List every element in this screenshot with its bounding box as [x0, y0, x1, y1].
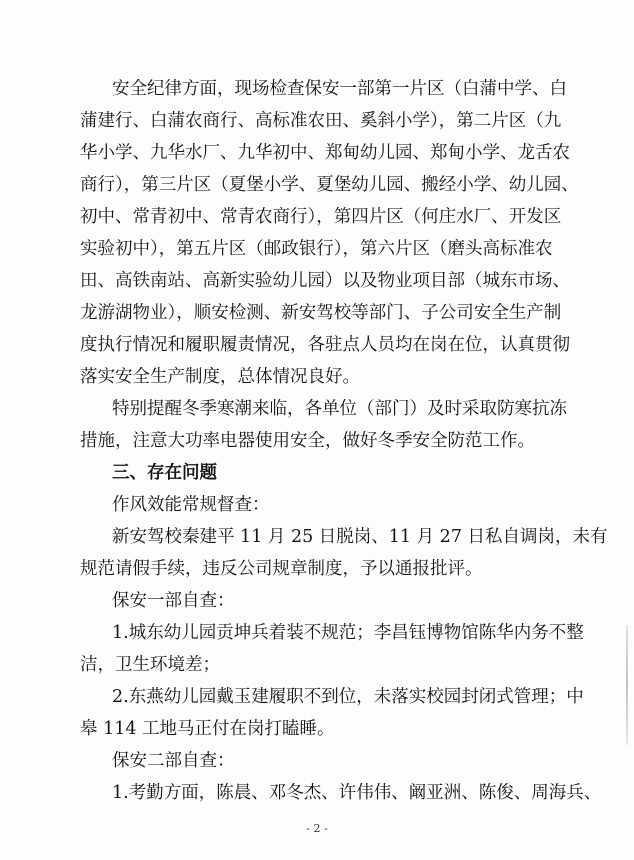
paragraph-line: 蒲建行、白蒲农商行、高标准农田、奚斜小学），第二片区（九	[80, 111, 562, 131]
paragraph-line: 保安一部自查：	[112, 591, 235, 611]
paragraph-line: 皋 114 工地马正付在岗打瞌睡。	[80, 719, 335, 739]
paragraph-line: 落实安全生产制度，总体情况良好。	[80, 367, 360, 387]
page-number: - 2 -	[306, 822, 328, 835]
paragraph-line: 初中、常青初中、常青农商行），第四片区（何庄水厂、开发区	[80, 207, 562, 227]
paragraph-line: 洁，卫生环境差；	[80, 655, 220, 675]
paragraph-line: 作风效能常规督查：	[112, 495, 270, 515]
paragraph-line: 实验初中），第五片区（邮政银行），第六片区（磨头高标准农	[80, 239, 553, 259]
section-heading: 三、存在问题	[112, 463, 217, 483]
paragraph-line: 新安驾校秦建平 11 月 25 日脱岗、11 月 27 日私自调岗，未有	[112, 527, 608, 547]
paragraph-line: 措施，注意大功率电器使用安全，做好冬季安全防范工作。	[80, 431, 535, 451]
paragraph-line: 1.考勤方面，陈晨、邓冬杰、许伟伟、阚亚洲、陈俊、周海兵、	[112, 783, 602, 803]
scan-edge-mark	[626, 625, 628, 745]
paragraph-line: 1.城东幼儿园贡坤兵着装不规范；李昌钰博物馆陈华内务不整	[112, 623, 584, 643]
paragraph-line: 商行），第三片区（夏堡小学、夏堡幼儿园、搬经小学、幼儿园、	[80, 175, 579, 195]
paragraph-line: 特别提醒冬季寒潮来临，各单位（部门）及时采取防寒抗冻	[112, 399, 567, 419]
paragraph-line: 规范请假手续，违反公司规章制度，予以通报批评。	[80, 559, 483, 579]
paragraph-line: 度执行情况和履职履责情况，各驻点人员均在岗在位，认真贯彻	[80, 335, 570, 355]
paragraph-line: 2.东燕幼儿园戴玉建履职不到位，未落实校园封闭式管理；中	[112, 687, 584, 707]
paragraph-line: 保安二部自查：	[112, 751, 235, 771]
paragraph-line: 安全纪律方面，现场检查保安一部第一片区（白蒲中学、白	[112, 79, 567, 99]
paragraph-line: 田、高铁南站、高新实验幼儿园）以及物业项目部（城东市场、	[80, 271, 570, 291]
paragraph-line: 华小学、九华水厂、九华初中、郑甸幼儿园、郑甸小学、龙舌农	[80, 143, 570, 163]
paragraph-line: 龙游湖物业），顺安检测、新安驾校等部门、子公司安全生产制	[80, 303, 562, 323]
